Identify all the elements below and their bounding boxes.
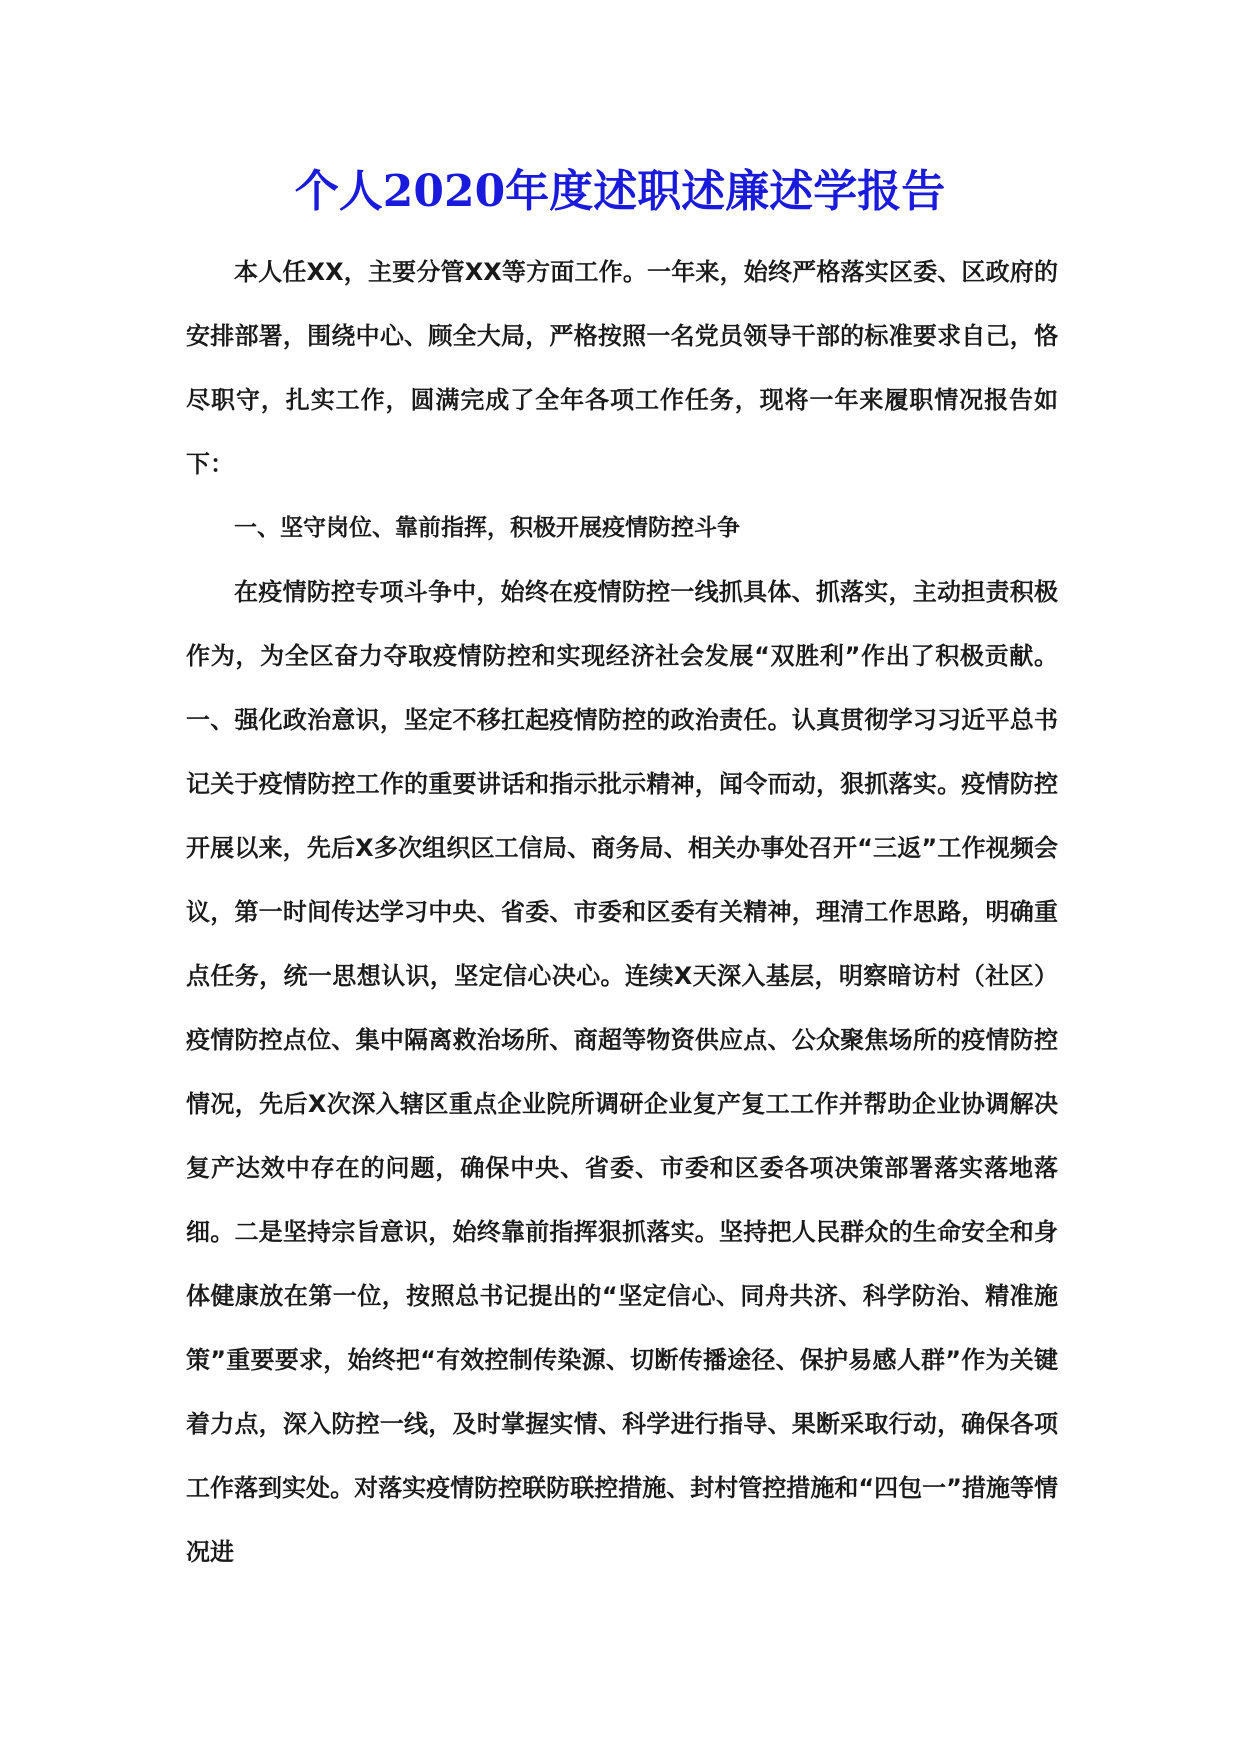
section-heading: 一、坚守岗位、靠前指挥，积极开展疫情防控斗争	[234, 515, 740, 541]
paragraph-epidemic: 在疫情防控专项斗争中，始终在疫情防控一线抓具体、抓落实，主动担责积极作为，为全区奋力夺取疫情防控和实现经济社会发展“双胜利”作出了积极贡献。一、强化政治意识，坚定不移扛起疫情防控的政治责任。认真贯彻学习习近平总书记关于疫情防控工作的重要讲话和指示批示精神，闻令而动，狠抓落实。疫情防控开展以来，先后X多次组织区工信局、商务局、相关办事处召开“三返”工作视频会议，第一时间传达学习中央、省委、市委和区委有关精神，理清工作思路，明确重点任务，统一思想认识，坚定信心决心。连续X天深入基层，明察暗访村（社区）疫情防控点位、集中隔离救治场所、商超等物资供应点、公众聚焦场所的疫情防控情况，先后X次深入辖区重点企业院所调研企业复产复工工作并帮助企业协调解决复产达效中存在的问题，确保中央、省委、市委和区委各项决策部署落实落地落细。二是坚持宗旨意识，始终靠前指挥狠抓落实。坚持把人民群众的生命安全和身体健康放在第一位，按照总书记提出的“坚定信心、同舟共济、科学防治、精准施策”重要要求，始终把“有效控制传染源、切断传播途径、保护易感人群”作为关键着力点，深入防控一线，及时掌握实情、科学进行指导、果断采取行动，确保各项工作落到实处。对落实疫情防控联防联控措施、封村管控措施和“四包一”措施等情况进	[186, 578, 1058, 1566]
document-body	[186, 240, 1058, 1584]
document-title: 个人2020年度述职述廉述学报告	[294, 166, 946, 217]
paragraph-intro: 本人任XX，主要分管XX等方面工作。一年来，始终严格落实区委、区政府的安排部署，围绕中心、顾全大局，严格按照一名党员领导干部的标准要求自己，恪尽职守，扎实工作，圆满完成了全年各项工作任务，现将一年来履职情况报告如下：	[186, 258, 1058, 478]
